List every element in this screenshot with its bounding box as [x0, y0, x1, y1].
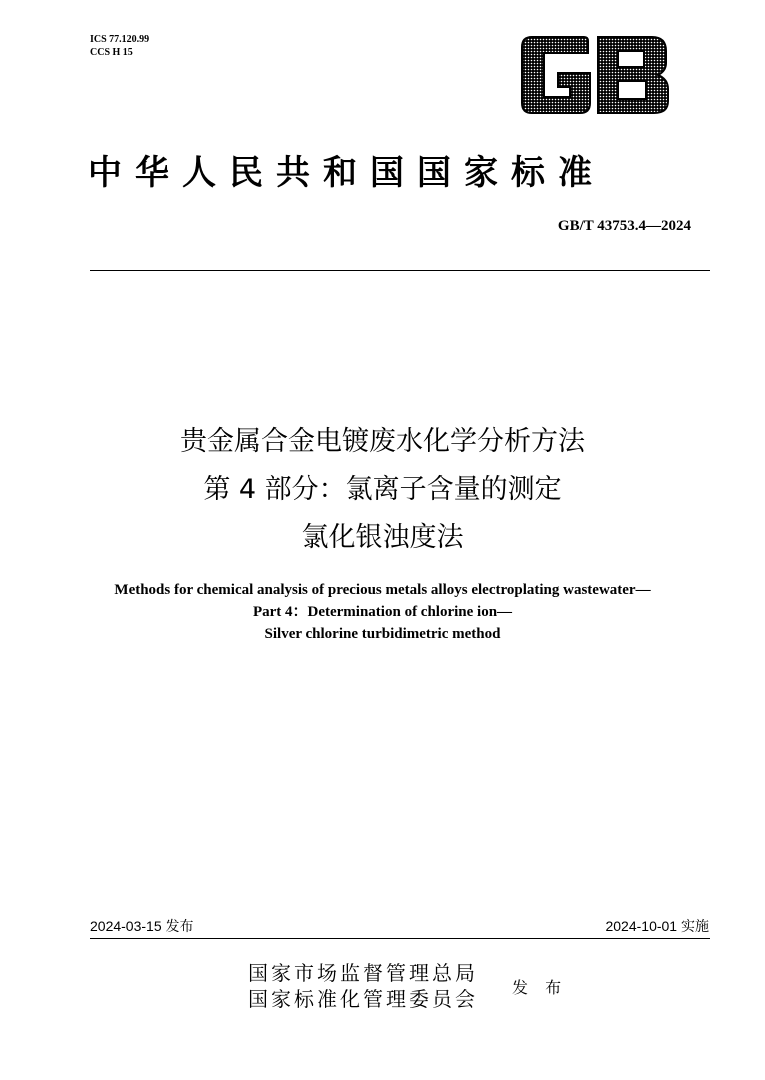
- bottom-divider: [90, 938, 710, 939]
- english-title: [0, 579, 765, 645]
- english-title-line-1: Methods for chemical analysis of precious metals alloys electroplating wastewater—: [114, 582, 651, 598]
- ics-code: ICS 77.120.99: [90, 34, 150, 45]
- english-title-line-2: Part 4：Determination of chlorine ion—: [252, 604, 513, 620]
- issue-label: 发 布: [512, 978, 568, 997]
- issuer-sac: 国家标准化管理委员会: [248, 987, 478, 1011]
- chinese-title: [0, 418, 765, 562]
- ccs-code: CCS H 15: [90, 47, 133, 58]
- standard-number: GB/T 43753.4—2024: [557, 218, 691, 234]
- chinese-title-line-3: 氯化银浊度法: [301, 522, 464, 553]
- chinese-title-line-1: 贵金属合金电镀废水化学分析方法: [180, 426, 585, 457]
- document-org-title: 中华人民共和国国家标准: [88, 153, 605, 193]
- implementation-date: 2024-10-01 实施: [605, 918, 709, 934]
- publish-date: 2024-03-15 发布: [90, 918, 194, 934]
- issuer-samr: 国家市场监督管理总局: [248, 961, 478, 985]
- chinese-title-line-2: 第 4 部分：氯离子含量的测定: [203, 474, 562, 505]
- top-divider: [90, 270, 710, 271]
- gb-logo: [518, 35, 670, 115]
- logo-text: GB: [518, 35, 520, 36]
- issuing-authorities: [248, 960, 478, 1012]
- classification-codes: [90, 33, 149, 59]
- english-title-line-3: Silver chlorine turbidimetric method: [264, 626, 501, 642]
